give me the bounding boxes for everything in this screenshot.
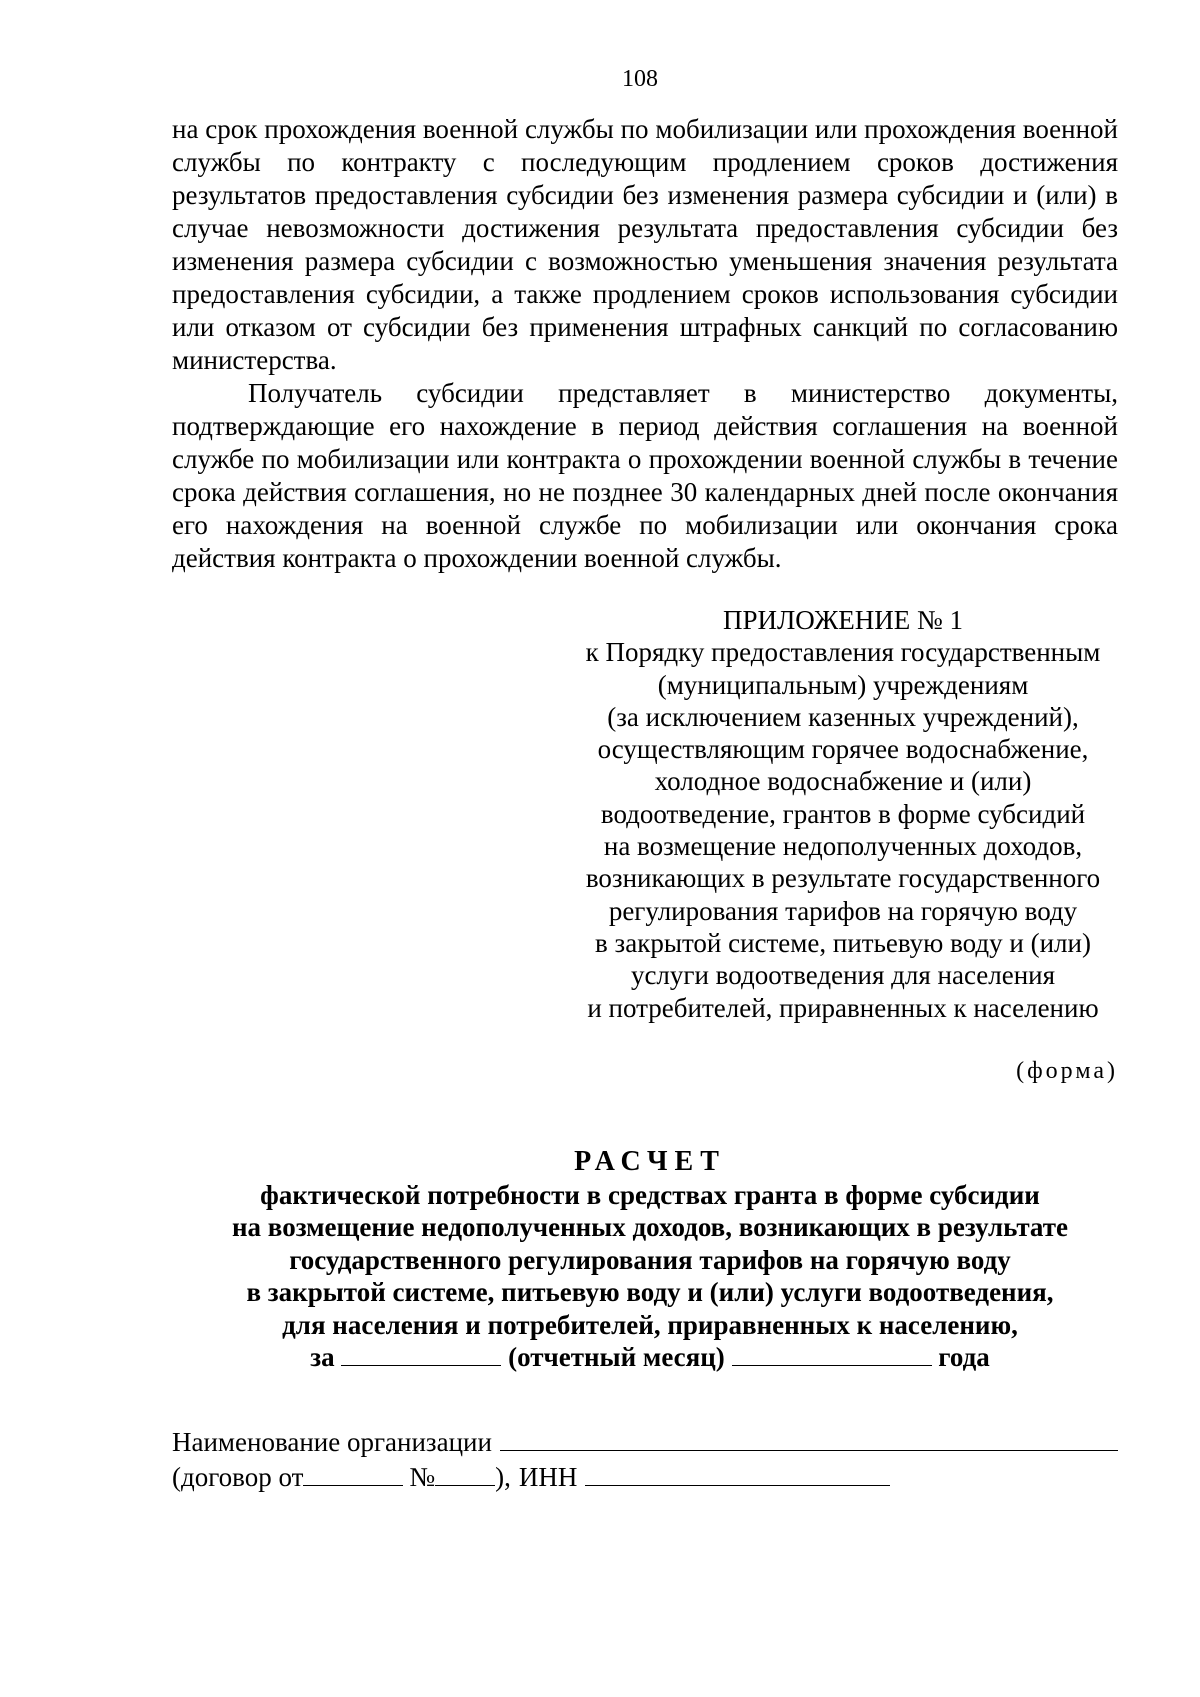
appendix-line: к Порядку предоставления государственным	[585, 637, 1101, 668]
organization-name-label: Наименование организации	[172, 1427, 492, 1457]
appendix-line: возникающих в результате государственного	[585, 863, 1101, 894]
paragraph-1: на срок прохождения военной службы по мобилизации или прохождения военной службы по контракту с последующим продлением сроков достижения результатов предоставления субсидии без изменения размера субсидии и (или) в случае невозможности достижения результата предоставления субсидии без изменения размера субсидии с возможностью уменьшения значения результата предоставления субсидии, а также продлением сроков использования субсидии или отказом от субсидии без применения штрафных санкций по согласованию министерства.	[172, 114, 1118, 375]
form-label: (форма)	[1016, 1058, 1118, 1084]
organization-name-blank-field[interactable]	[500, 1426, 1118, 1451]
calculation-title: РАСЧЕТ	[574, 1146, 726, 1177]
year-blank-field[interactable]	[732, 1341, 932, 1366]
appendix-line: (муниципальным) учреждениям	[657, 669, 1029, 700]
appendix-line: услуги водоотведения для населения	[630, 960, 1056, 991]
appendix-header	[560, 604, 1126, 1024]
appendix-line: на возмещение недополученных доходов,	[603, 831, 1083, 862]
body-text	[172, 113, 1118, 575]
period-prefix: за	[310, 1342, 335, 1372]
contract-close: ),	[495, 1462, 511, 1492]
appendix-line: осуществляющим горячее водоснабжение,	[597, 734, 1089, 765]
calculation-title-block	[150, 1146, 1150, 1374]
month-blank-field[interactable]	[341, 1341, 501, 1366]
period-suffix: года	[938, 1342, 990, 1372]
appendix-line: в закрытой системе, питьевую воду и (или)	[595, 927, 1091, 958]
paragraph-2: Получатель субсидии представляет в министерство документы, подтверждающие его нахождение в период действия соглашения на военной службе по мобилизации или контракта о прохождении военной службы в течение срока действия соглашения, но не позднее 30 календарных дней после окончания его нахождения на военной службе по мобилизации или окончания срока действия контракта о прохождении военной службы.	[172, 378, 1118, 573]
period-middle: (отчетный месяц)	[508, 1342, 725, 1372]
contract-number-blank-field[interactable]	[435, 1461, 495, 1486]
calculation-subtitle-line: на возмещение недополученных доходов, возникающих в результате	[232, 1212, 1068, 1242]
appendix-line: (за исключением казенных учреждений),	[607, 701, 1079, 732]
contract-number-sign: №	[409, 1462, 436, 1492]
calculation-subtitle-line: государственного регулирования тарифов на горячую воду	[289, 1244, 1011, 1275]
appendix-title: ПРИЛОЖЕНИЕ № 1	[722, 605, 964, 635]
calculation-subtitle-line: фактической потребности в средствах гранта в форме субсидии	[260, 1179, 1040, 1210]
inn-label: ИНН	[518, 1462, 578, 1492]
calculation-subtitle-line: в закрытой системе, питьевую воду и (или) услуги водоотведения,	[246, 1277, 1054, 1307]
appendix-line: регулирования тарифов на горячую воду	[608, 895, 1078, 926]
contract-prefix: (договор от	[172, 1462, 304, 1492]
appendix-line: холодное водоснабжение и (или)	[654, 766, 1032, 797]
contract-date-blank-field[interactable]	[303, 1461, 403, 1486]
calculation-subtitle-line: для населения и потребителей, приравненных к населению,	[282, 1309, 1018, 1340]
organization-block	[172, 1425, 1118, 1495]
calculation-period-line	[150, 1341, 1150, 1374]
appendix-line: и потребителей, приравненных к населению	[587, 992, 1099, 1023]
appendix-line: водоотведение, грантов в форме субсидий	[600, 798, 1086, 829]
page-number: 108	[622, 66, 658, 92]
contract-line	[172, 1460, 1118, 1495]
organization-name-line	[172, 1425, 1118, 1460]
inn-blank-field[interactable]	[585, 1461, 890, 1486]
